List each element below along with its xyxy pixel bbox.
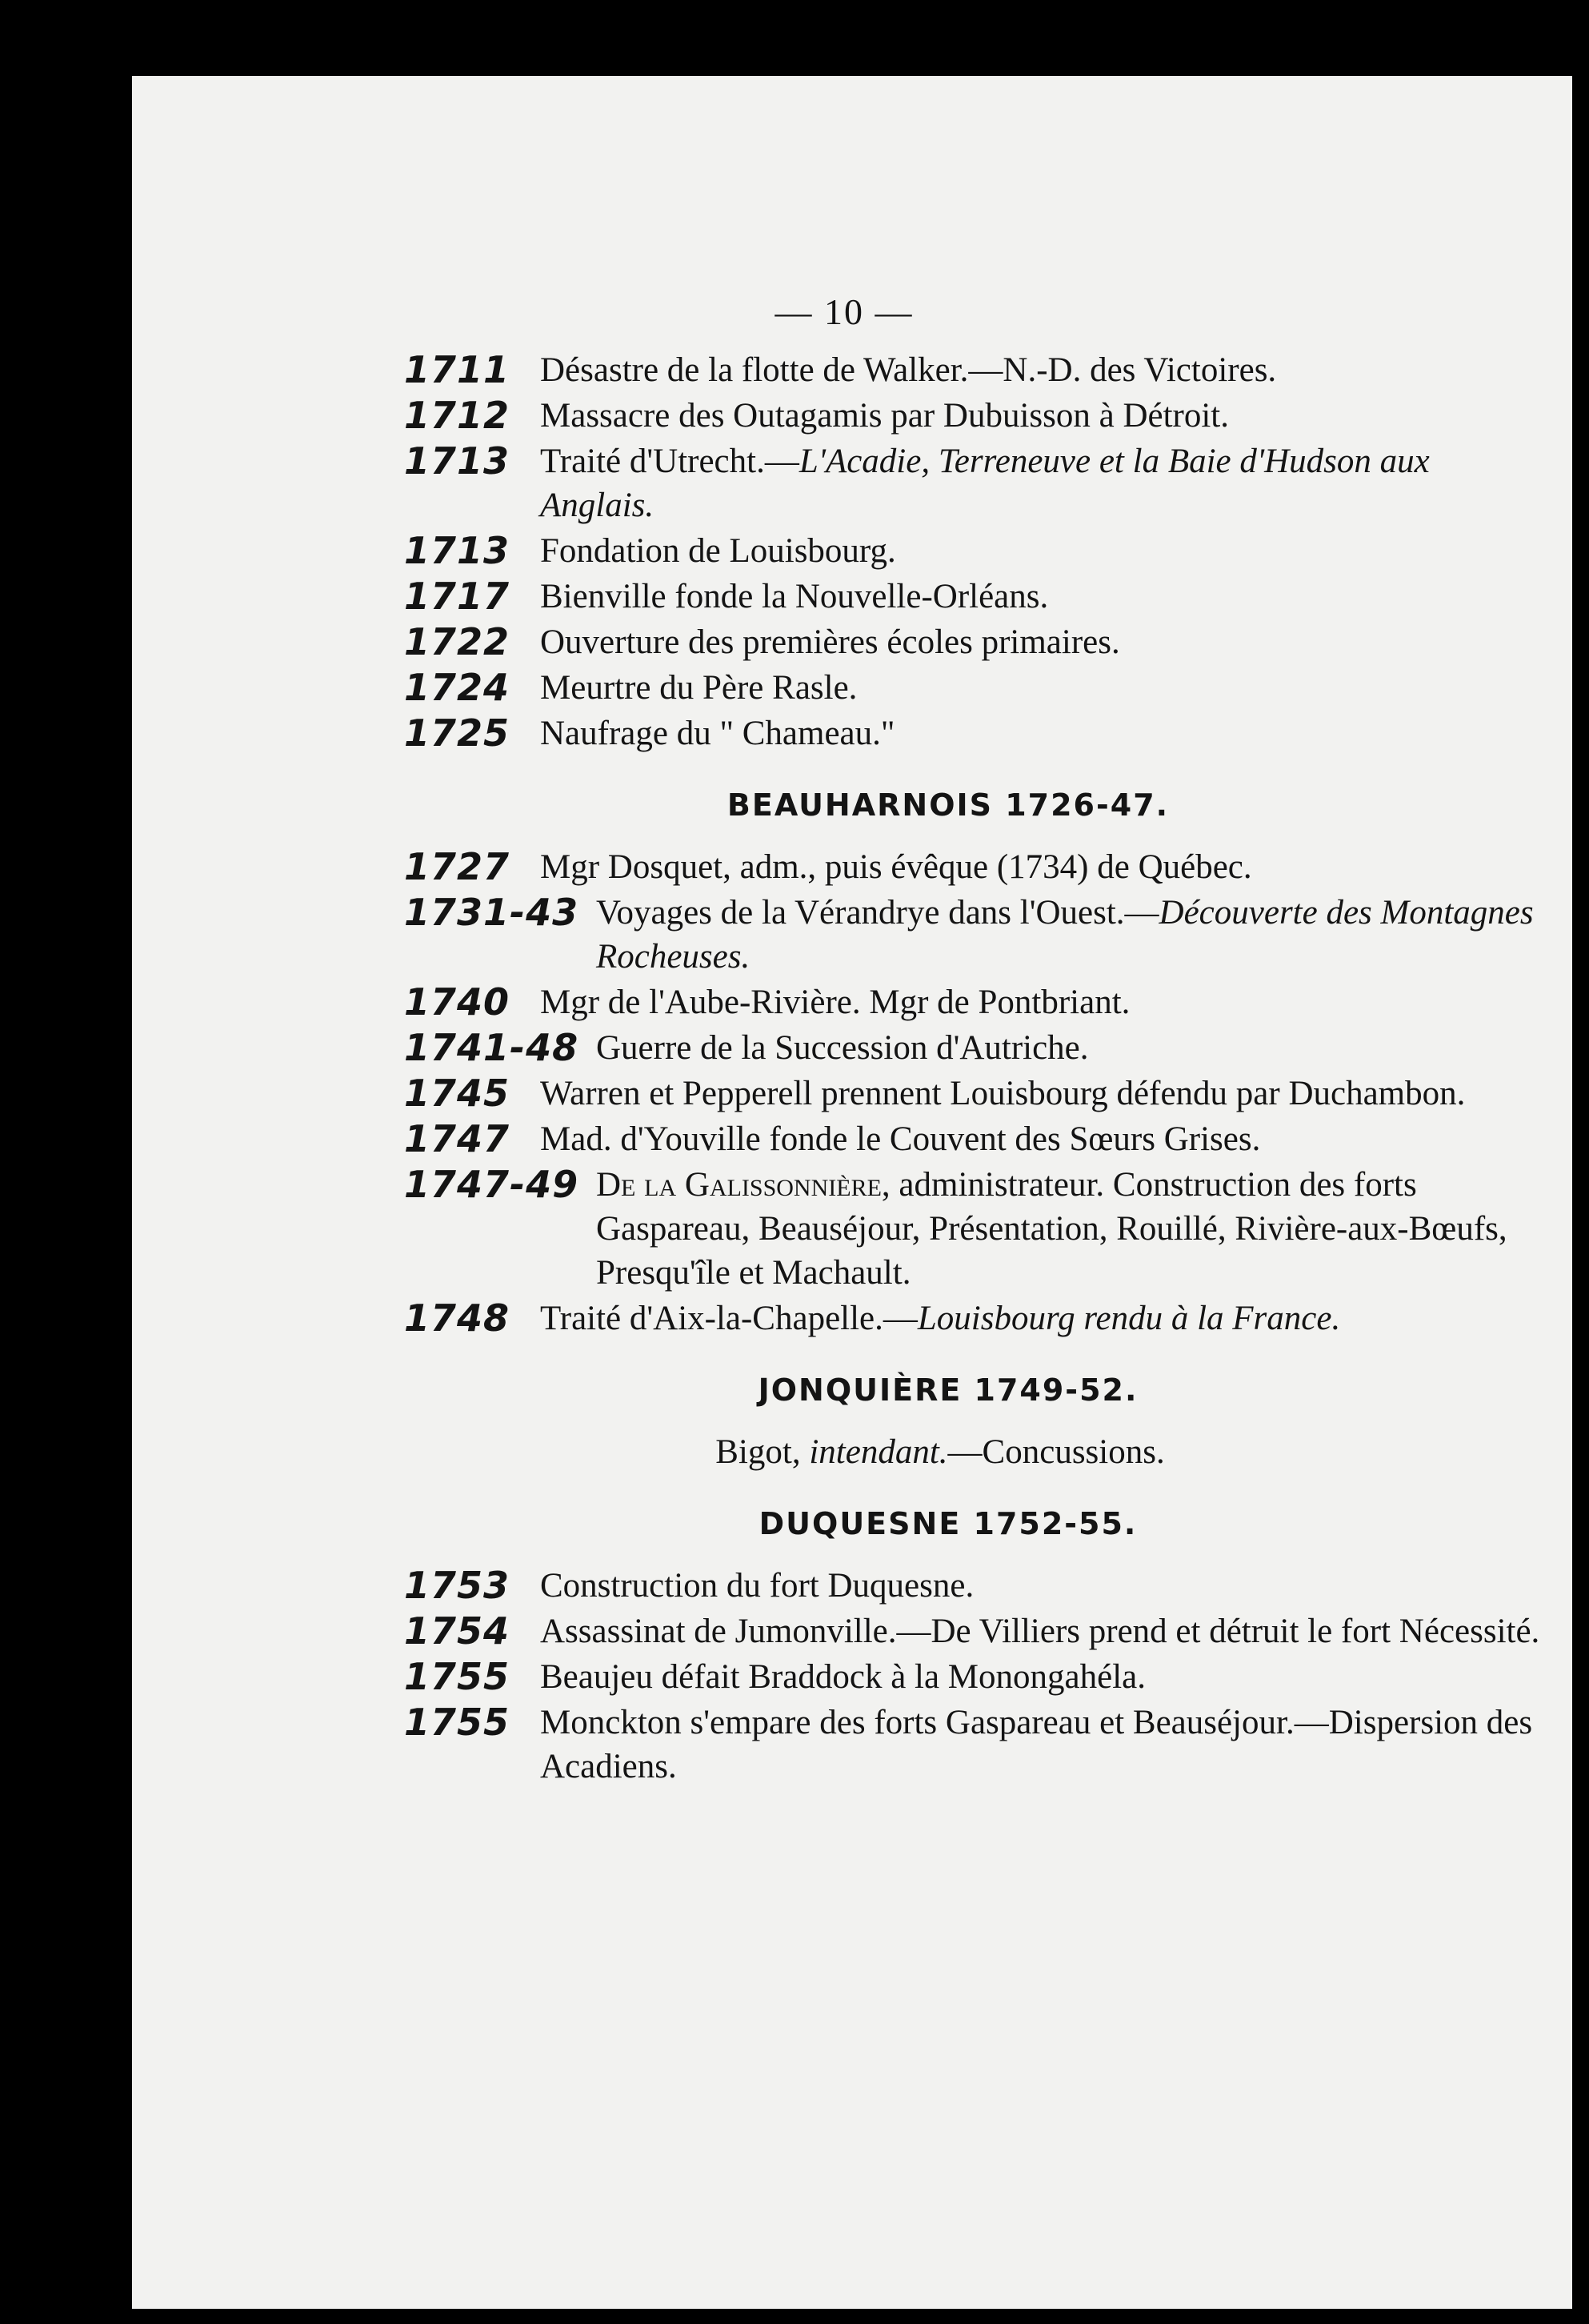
- chronology-entry: [404, 1072, 1540, 1116]
- entry-text-italic: Découverte des Montagnes Rocheuses.: [596, 894, 1534, 976]
- chronology-entry: [404, 348, 1540, 392]
- entry-text-main: Monckton s'empare des forts Gaspareau et Beauséjour.—Dispersion des Acadiens.: [540, 1704, 1533, 1785]
- entry-text: [540, 529, 1540, 573]
- entry-text: [540, 1117, 1540, 1161]
- entry-text-main: Naufrage du " Chameau.": [540, 715, 895, 752]
- chronology-entry: [404, 1564, 1540, 1608]
- chronology-entry: [404, 1296, 1540, 1340]
- entry-text: [540, 980, 1540, 1024]
- entry-text: [540, 666, 1540, 710]
- jonquiere-text: Bigot,: [715, 1433, 810, 1471]
- entry-text: [540, 1701, 1540, 1789]
- entry-year: 1727: [404, 845, 510, 888]
- entry-text: [540, 1072, 1540, 1116]
- entry-text-main: Désastre de la flotte de Walker.—N.-D. des Victoires.: [540, 351, 1277, 389]
- entry-year: 1755: [404, 1655, 510, 1698]
- chronology-entry: [404, 1163, 1540, 1295]
- entry-text-italic: Louisbourg rendu à la France.: [917, 1300, 1341, 1337]
- jonquiere-italic: intendant.: [809, 1433, 948, 1471]
- jonquiere-line: [404, 1430, 1540, 1474]
- entry-text: [596, 891, 1540, 979]
- entry-text-main: Assassinat de Jumonville.—De Villiers prend et détruit le fort Nécessité.: [540, 1613, 1540, 1650]
- entry-text-main: Traité d'Aix-la-Chapelle.—: [540, 1300, 918, 1337]
- section-duquesne: [404, 1564, 1540, 1789]
- entry-text: [540, 845, 1540, 889]
- section-beauharnois: [404, 845, 1540, 1340]
- page-number: — 10 —: [774, 291, 914, 332]
- chronology-entry: [404, 711, 1540, 755]
- chronology-entry: [404, 439, 1540, 527]
- entry-text-main: Guerre de la Succession d'Autriche.: [596, 1029, 1089, 1067]
- section-heading-jonquiere: JONQUIÈRE 1749-52.: [758, 1372, 1139, 1408]
- entry-year: 1747: [404, 1117, 510, 1160]
- section-heading-duquesne: DUQUESNE 1752-55.: [758, 1506, 1138, 1541]
- entry-text: [596, 1026, 1540, 1070]
- entry-smallcaps: De la Galissonnière: [596, 1166, 882, 1204]
- entry-text-main: Mgr Dosquet, adm., puis évêque (1734) de Québec.: [540, 848, 1252, 886]
- entry-text-main: Ouverture des premières écoles primaires.: [540, 623, 1120, 661]
- entry-text-italic: L'Acadie, Terreneuve et la Baie d'Hudson aux Anglais.: [540, 443, 1430, 524]
- entry-year: 1724: [404, 666, 510, 709]
- section-early-events: [404, 348, 1540, 755]
- entry-year: 1725: [404, 711, 510, 755]
- chronology-entry: [404, 1701, 1540, 1789]
- entry-text: [540, 620, 1540, 664]
- chronology-entry: [404, 529, 1540, 573]
- entry-text-main: Construction du fort Duquesne.: [540, 1567, 975, 1605]
- entry-year: 1713: [404, 439, 510, 483]
- chronology-entry: [404, 666, 1540, 710]
- entry-text: [540, 1296, 1540, 1340]
- entry-text-main: Mad. d'Youville fonde le Couvent des Sœurs Grises.: [540, 1120, 1261, 1158]
- chronology-entry: [404, 620, 1540, 664]
- entry-text: [596, 1163, 1540, 1295]
- entry-text-main: Warren et Pepperell prennent Louisbourg défendu par Duchambon.: [540, 1075, 1466, 1112]
- section-heading-beauharnois: BEAUHARNOIS 1726-47.: [726, 787, 1170, 823]
- chronology-entry: [404, 394, 1540, 438]
- entry-year: 1754: [404, 1609, 510, 1653]
- entry-year: 1747-49: [404, 1163, 579, 1206]
- entry-text: [540, 348, 1540, 392]
- entry-text-main: Voyages de la Vérandrye dans l'Ouest.—: [596, 894, 1159, 932]
- entry-year: 1753: [404, 1564, 510, 1607]
- chronology-entry: [404, 1026, 1540, 1070]
- entry-text-main: Bienville fonde la Nouvelle-Orléans.: [540, 578, 1049, 615]
- entry-text-main: Traité d'Utrecht.—: [540, 443, 799, 480]
- entry-text: [540, 1655, 1540, 1699]
- entry-text-main: Beaujeu défait Braddock à la Monongahéla.: [540, 1658, 1146, 1696]
- entry-text: [540, 1609, 1540, 1653]
- entry-year: 1755: [404, 1701, 510, 1744]
- entry-text: [540, 439, 1540, 527]
- chronology-entry: [404, 980, 1540, 1024]
- entry-year: 1713: [404, 529, 510, 572]
- entry-text: [540, 394, 1540, 438]
- entry-text-main: Massacre des Outagamis par Dubuisson à Détroit.: [540, 397, 1229, 435]
- entry-text-main: Fondation de Louisbourg.: [540, 532, 896, 570]
- entry-text-main: , administrateur. Construction des forts Gaspareau, Beauséjour, Présentation, Rouillé, Rivière-aux-Bœufs, Presqu'île et Machault.: [596, 1166, 1507, 1292]
- chronology-entry: [404, 575, 1540, 619]
- entry-year: 1745: [404, 1072, 510, 1115]
- chronology-entry: [404, 891, 1540, 979]
- chronology-entry: [404, 845, 1540, 889]
- entry-year: 1711: [404, 348, 510, 391]
- entry-year: 1712: [404, 394, 510, 437]
- chronology: [404, 348, 1540, 1790]
- chronology-entry: [404, 1609, 1540, 1653]
- entry-text: [540, 575, 1540, 619]
- entry-text-main: Meurtre du Père Rasle.: [540, 669, 858, 707]
- entry-year: 1748: [404, 1296, 510, 1340]
- entry-text: [540, 711, 1540, 755]
- entry-year: 1740: [404, 980, 510, 1024]
- jonquiere-after: —Concussions.: [947, 1433, 1165, 1471]
- entry-year: 1731-43: [404, 891, 579, 934]
- entry-year: 1722: [404, 620, 510, 663]
- entry-year: 1741-48: [404, 1026, 579, 1069]
- chronology-entry: [404, 1655, 1540, 1699]
- entry-year: 1717: [404, 575, 510, 618]
- entry-text: [540, 1564, 1540, 1608]
- chronology-entry: [404, 1117, 1540, 1161]
- document-page: [132, 76, 1572, 2309]
- entry-text-main: Mgr de l'Aube-Rivière. Mgr de Pontbriant.: [540, 984, 1131, 1021]
